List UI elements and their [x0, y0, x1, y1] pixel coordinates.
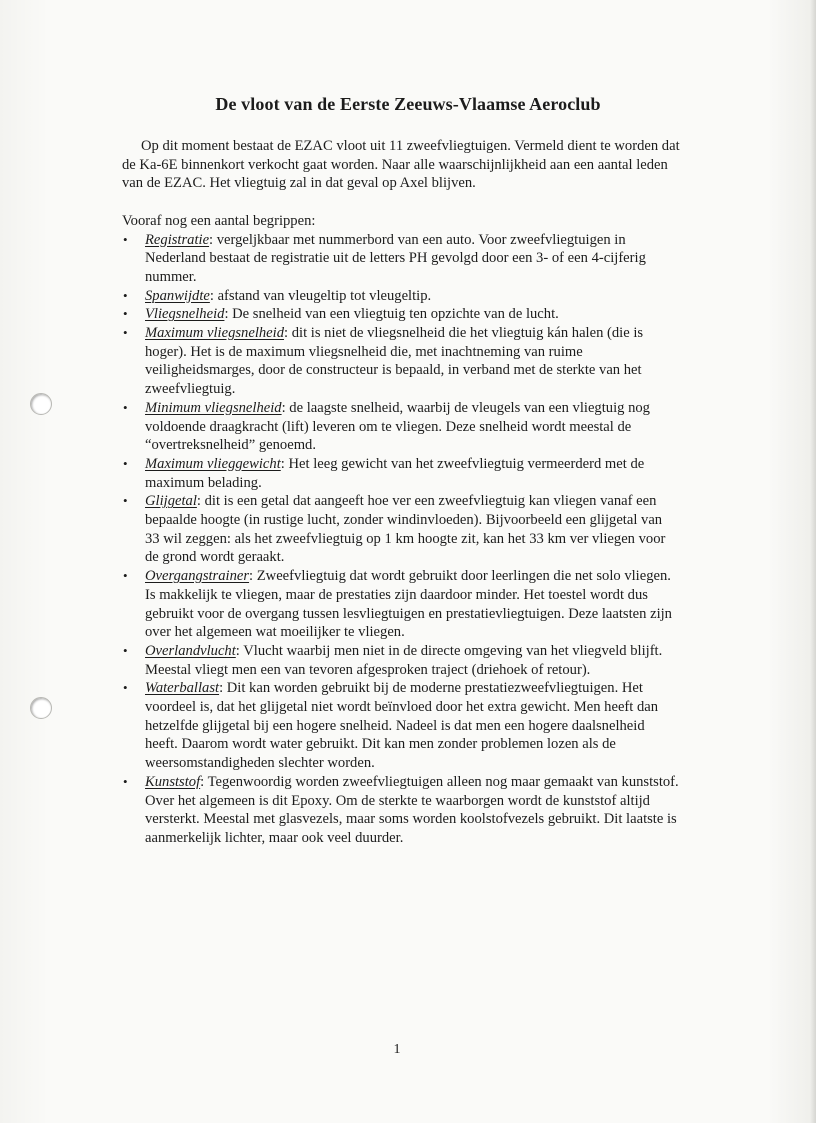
term-item-spanwijdte	[122, 287, 680, 306]
term-definition: : Dit kan worden gebruikt bij de moderne prestatiezweefvliegtuigen. Het voordeel is, dat het glijgetal niet wordt beïnvloed door het extra gewicht. Men heeft dan hetzelfde glijgetal bij een hogere snelheid. Nadeel is dat men een hogere daalsnelheid heeft. Daarom wordt water gebruikt. Dit kan men zonder problemen lozen als de weersomstandigheden slechter worden.	[145, 680, 659, 772]
bullet-icon: •	[123, 773, 128, 789]
term-definition: : afstand van vleugeltip tot vleugeltip.	[209, 287, 432, 304]
term-definition: : De snelheid van een vliegtuig ten opzichte van de lucht.	[224, 306, 559, 323]
term-definition: : Vlucht waarbij men niet in de directe omgeving van het vliegveld blijft. Meestal vliegt men een van tevoren afgesproken traject (driehoek of retour).	[145, 642, 663, 678]
term-label: Overgangstrainer	[145, 568, 250, 585]
term-label: Registratie	[145, 231, 210, 248]
bullet-icon: •	[123, 680, 128, 696]
bullet-icon: •	[123, 231, 128, 247]
term-label: Waterballast	[145, 680, 220, 697]
punch-hole-top	[30, 393, 52, 415]
term-item-glijgetal	[122, 492, 680, 567]
bullet-icon: •	[123, 287, 128, 303]
terms-list	[122, 231, 680, 848]
term-definition: : Het leeg gewicht van het zweefvliegtuig vermeerderd met de maximum belading.	[145, 455, 645, 491]
bullet-icon: •	[123, 642, 128, 658]
term-label: Vliegsnelheid	[145, 306, 225, 323]
term-item-waterballast	[122, 679, 680, 773]
term-definition: : de laagste snelheid, waarbij de vleugels van een vliegtuig nog voldoende draagkracht (lift) leveren om te vliegen. Deze snelheid wordt meestal de “overtreksnelheid” genoemd.	[145, 399, 650, 454]
term-label: Maximum vlieggewicht	[145, 455, 281, 472]
term-definition: : vergeljkbaar met nummerbord van een auto. Voor zweefvliegtuigen in Nederland bestaat de registratie uit de letters PH gevolgd door een 3- of een 4-cijferig nummer.	[145, 231, 646, 285]
term-item-overgangstrainer	[122, 567, 680, 642]
lead-sentence: Vooraf nog een aantal begrippen:	[122, 212, 316, 229]
term-item-maximum-vlieggewicht	[122, 455, 680, 492]
term-label: Overlandvlucht	[145, 642, 236, 659]
term-definition: : Zweefvliegtuig dat wordt gebruikt door leerlingen die net solo vliegen. Is makkelijk te vliegen, maar de prestaties zijn daardoor minder. Het toestel wordt dus gebruikt voor de overgang tussen lesvliegtuigen en prestatievliegtuigen. Deze laatsten zijn over het algemeen wat moeilijker te vliegen.	[145, 568, 672, 641]
term-label: Maximum vliegsnelheid	[145, 325, 285, 342]
term-label: Kunststof	[145, 773, 201, 790]
term-label: Glijgetal	[145, 493, 197, 510]
term-label: Spanwijdte	[145, 287, 210, 304]
term-item-overlandvlucht	[122, 642, 680, 679]
bullet-icon: •	[123, 325, 128, 341]
punch-hole-bottom	[30, 697, 52, 719]
page-edge-shadow	[810, 0, 816, 1123]
term-item-registratie	[122, 231, 680, 287]
term-definition: : dit is een getal dat aangeeft hoe ver een zweefvliegtuig kan vliegen vanaf een bepaalde hoogte (in rustige lucht, zonder windinvloeden). Bijvoorbeeld een glijgetal van 33 wil zeggen: als het zweefvliegtuig op 1 km hoogte zit, kan het 33 km ver vliegen voor de grond wordt geraakt.	[145, 493, 666, 566]
term-item-minimum-vliegsnelheid	[122, 399, 680, 455]
document-title: De vloot van de Eerste Zeeuws-Vlaamse Aeroclub	[215, 94, 601, 114]
intro-paragraph: Op dit moment bestaat de EZAC vloot uit 11 zweefvliegtuigen. Vermeld dient te worden dat de Ka-6E binnenkort verkocht gaat worden. Naar alle waarschijnlijkheid aan een aantal leden van de EZAC. Het vliegtuig zal in dat geval op Axel blijven.	[122, 138, 680, 192]
term-item-maximum-vliegsnelheid	[122, 324, 680, 399]
bullet-icon: •	[123, 455, 128, 471]
term-label: Minimum vliegsnelheid	[145, 399, 282, 416]
term-item-kunststof	[122, 773, 680, 848]
bullet-icon: •	[123, 306, 128, 322]
bullet-icon: •	[123, 399, 128, 415]
document-body	[122, 137, 680, 848]
page-number: 1	[393, 1042, 401, 1057]
term-definition: : Tegenwoordig worden zweefvliegtuigen alleen nog maar gemaakt van kunststof. Over het algemeen is dit Epoxy. Om de sterkte te waarborgen wordt de kunststof altijd versterkt. Meestal met glasvezels, maar soms worden koolstofvezels gebruikt. Dit laatste is aanmerkelijk lichter, maar ook veel duurder.	[145, 773, 679, 846]
term-definition: : dit is niet de vliegsnelheid die het vliegtuig kán halen (die is hoger). Het is de maximum vliegsnelheid die, met inachtneming van ruime veiligheidsmarges, door de constructeur is bepaald, in verband met de sterkte van het zweefvliegtuig.	[145, 325, 644, 398]
bullet-icon: •	[123, 568, 128, 584]
bullet-icon: •	[123, 493, 128, 509]
term-item-vliegsnelheid	[122, 305, 680, 324]
